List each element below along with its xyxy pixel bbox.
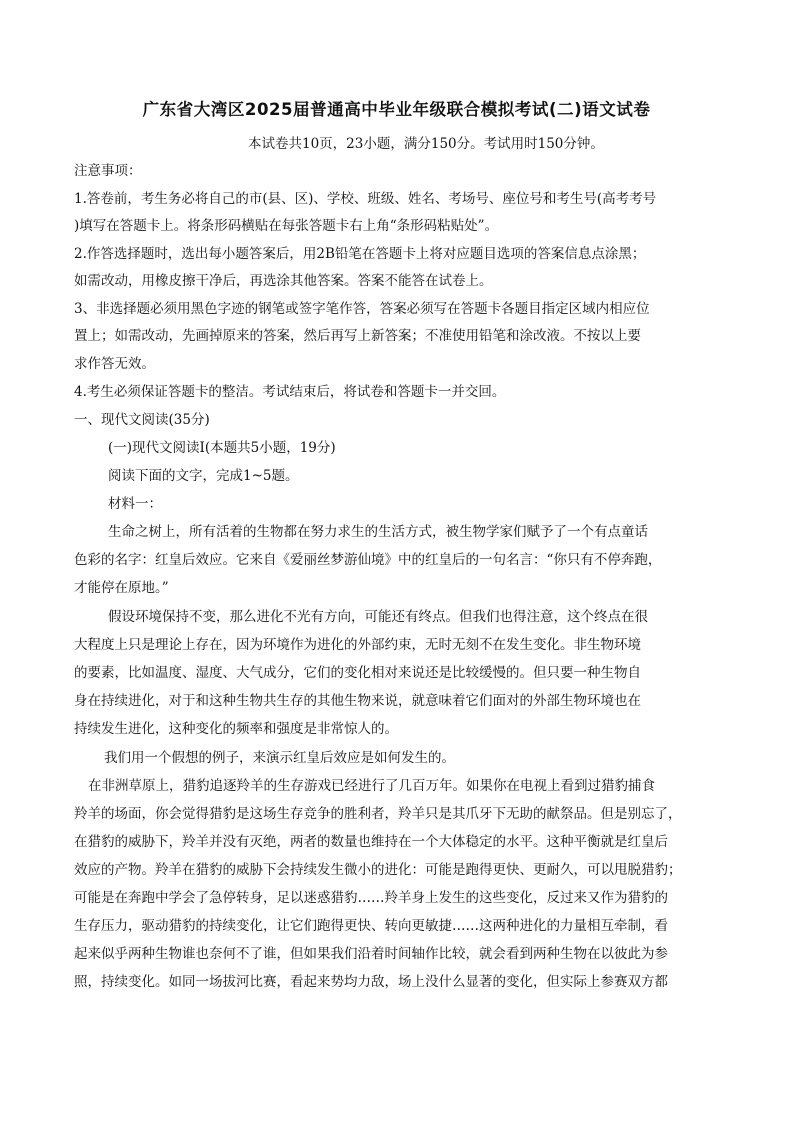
notice-item-2-line-1: 2.作答选择题时，选出每小题答案后，用2B铅笔在答题卡上将对应题目选项的答案信息点涂黑； [74, 246, 646, 262]
exam-subtitle: 本试卷共10页，23小题，满分150分。考试用时150分钟。 [248, 136, 604, 152]
paragraph-2-line-4: 身在持续进化，对于和这种生物共生存的其他生物来说，就意味着它们面对的外部生物环境也在 [74, 693, 641, 709]
paragraph-4-line-4: 效应的产物。羚羊在猎豹的威胁下会持续发生微小的进化：可能是跑得更快、更耐久，可以甩脱猎豹； [74, 862, 682, 878]
paragraph-1-line-3: 才能停在原地。” [74, 580, 169, 596]
exam-title: 广东省大湾区2025届普通高中毕业年级联合模拟考试(二)语文试卷 [142, 100, 651, 119]
paragraph-2-line-5: 持续发生进化，这种变化的频率和强度是非常惊人的。 [74, 721, 398, 737]
paragraph-3: 我们用一个假想的例子，来演示红皇后效应是如何发生的。 [104, 750, 455, 766]
paragraph-4-line-1: 在非洲草原上，猎豹追逐羚羊的生存游戏已经进行了几百万年。如果你在电视上看到过猎豹捕食 [88, 778, 655, 794]
notice-item-3-line-2: 置上；如需改动，先画掉原来的答案，然后再写上新答案；不准使用铅笔和涂改液。不按以上要 [74, 328, 641, 344]
paragraph-4-line-6: 生存压力，驱动猎豹的持续变化，让它们跑得更快、转向更敏捷……这两种进化的力量相互牵制，看 [74, 918, 668, 934]
paragraph-2-line-1: 假设环境保持不变，那么进化不光有方向，可能还有终点。但我们也得注意，这个终点在很 [108, 609, 648, 625]
notice-item-3-line-1: 3、非选择题必须用黑色字迹的钢笔或签字笔作答，答案必须写在答题卡各题目指定区域内相应位 [74, 301, 650, 317]
paragraph-4-line-3: 在猎豹的威胁下，羚羊并没有灭绝，两者的数量也维持在一个大体稳定的水平。这种平衡就是红皇后 [74, 834, 668, 850]
reading-instruction: 阅读下面的文字，完成1~5题。 [108, 468, 299, 484]
notice-heading: 注意事项： [74, 163, 142, 179]
notice-item-1-line-2: )填写在答题卡上。将条形码横贴在每张答题卡右上角“条形码粘贴处”。 [74, 218, 499, 234]
notice-item-4: 4.考生必须保证答题卡的整洁。考试结束后，将试卷和答题卡一并交回。 [74, 384, 506, 400]
paragraph-4-line-7: 起来似乎两种生物谁也奈何不了谁，但如果我们沿着时间轴作比较，就会看到两种生物在以彼此为参 [74, 946, 668, 962]
paragraph-4-line-5: 可能是在奔跑中学会了急停转身，足以迷惑猎豹……羚羊身上发生的这些变化，反过来又作为猎豹的 [74, 890, 668, 906]
paragraph-2-line-2: 大程度上只是理论上存在，因为环境作为进化的外部约束，无时无刻不在发生变化。非生物环境 [74, 637, 641, 653]
paragraph-4-line-2: 羚羊的场面，你会觉得猎豹是这场生存竞争的胜利者，羚羊只是其爪牙下无助的献祭品。但是别忘了， [74, 806, 682, 822]
notice-item-3-line-3: 求作答无效。 [74, 356, 155, 372]
material-label: 材料一： [108, 496, 162, 512]
notice-item-1-line-1: 1.答卷前，考生务必将自己的市(县、区)、学校、班级、姓名、考场号、座位号和考生号(高考考号 [74, 191, 657, 207]
paragraph-1-line-1: 生命之树上，所有活着的生物都在努力求生的生活方式，被生物学家们赋予了一个有点童话 [108, 524, 648, 540]
paragraph-2-line-3: 的要素，比如温度、湿度、大气成分，它们的变化相对来说还是比较缓慢的。但只要一种生物自 [74, 665, 641, 681]
section-heading: 一、现代文阅读(35分) [74, 412, 210, 428]
notice-item-2-line-2: 如需改动，用橡皮擦干净后，再选涂其他答案。答案不能答在试卷上。 [74, 273, 493, 289]
paragraph-4-line-8: 照，持续变化。如同一场拔河比赛，看起来势均力敌，场上没什么显著的变化，但实际上参赛双方都 [74, 974, 668, 990]
subsection-heading: (一)现代文阅读Ⅰ(本题共5小题，19分) [108, 440, 336, 456]
paragraph-1-line-2: 色彩的名字：红皇后效应。它来自《爱丽丝梦游仙境》中的红皇后的一句名言：“你只有不停奔跑， [74, 552, 662, 568]
